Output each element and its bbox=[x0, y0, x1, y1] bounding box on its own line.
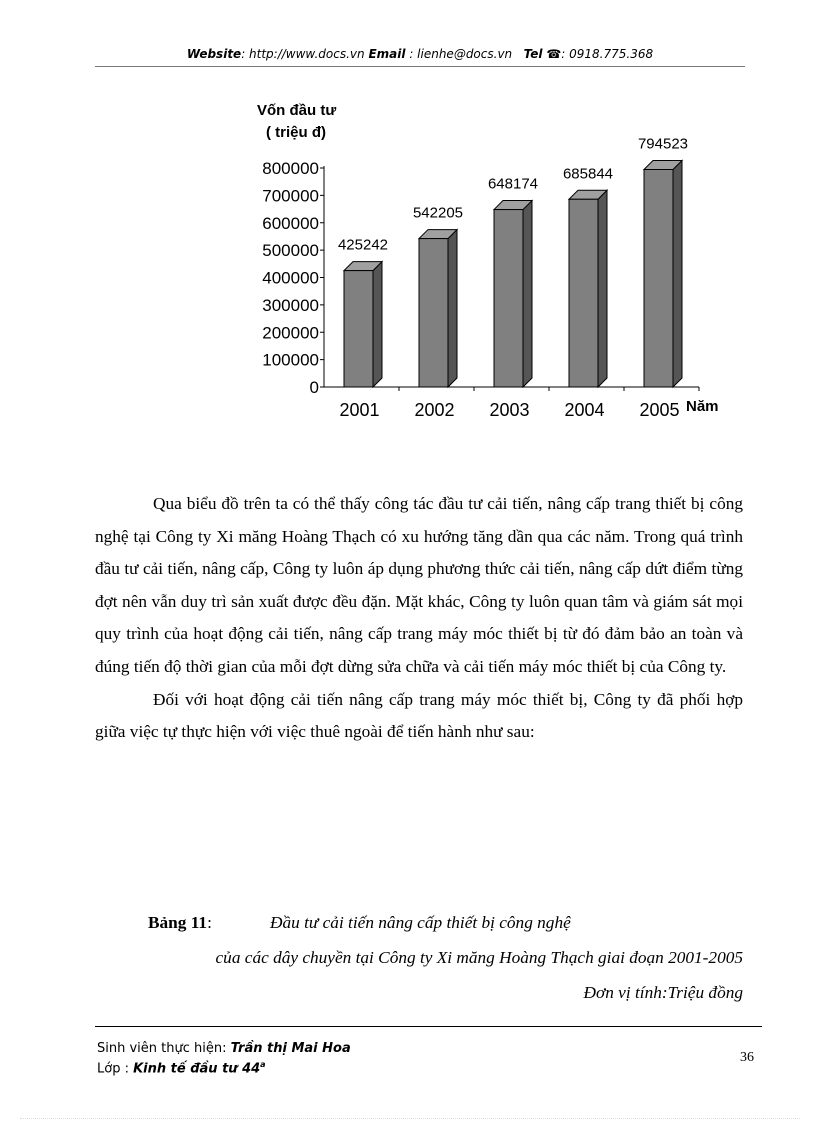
bar-value-label: 542205 bbox=[412, 204, 464, 222]
bar-2005 bbox=[638, 135, 688, 387]
bar-side bbox=[373, 262, 382, 387]
table-caption bbox=[95, 905, 743, 1010]
bar-2003 bbox=[488, 176, 538, 387]
chart-title: Vốn đầu tư bbox=[257, 102, 337, 119]
chart-y-ticks bbox=[262, 159, 324, 397]
bar-side bbox=[448, 230, 457, 387]
bar-side bbox=[598, 190, 607, 387]
class-line: Lớp : Kinh tế đầu tư 44$^a$ bbox=[97, 1060, 266, 1077]
page-header bbox=[95, 47, 745, 61]
website-value: : http://www.docs.vn bbox=[241, 47, 365, 61]
y-tick-label: 500000 bbox=[262, 241, 319, 261]
chart-x-axis-label: Năm bbox=[686, 398, 719, 415]
y-tick-label: 400000 bbox=[262, 268, 319, 288]
bar-front bbox=[569, 199, 598, 387]
table-unit: Đơn vị tính:Triệu đồng bbox=[583, 983, 743, 1002]
y-tick-label: 0 bbox=[309, 378, 319, 397]
student-name: Trần thị Mai Hoa bbox=[230, 1041, 351, 1056]
paragraph-2: Đối với hoạt động cải tiến nâng cấp trang máy móc thiết bị, Công ty đã phối hợp giữa việc tự thực hiện với việc thuê ngoài để tiến hành như sau: bbox=[95, 689, 743, 742]
bar-side bbox=[523, 201, 532, 387]
bar-2002 bbox=[413, 205, 463, 387]
bar-side bbox=[673, 160, 682, 387]
page-footer bbox=[97, 1041, 351, 1077]
bar-front bbox=[419, 239, 448, 387]
y-tick-label: 100000 bbox=[262, 350, 319, 370]
y-tick-label: 200000 bbox=[262, 323, 319, 343]
x-tick-label: 2005 bbox=[639, 400, 680, 420]
chart-y-axis-label: ( triệu đ) bbox=[266, 124, 326, 141]
x-tick-label: 2002 bbox=[414, 400, 455, 420]
chart-bars bbox=[338, 135, 688, 387]
website-label: Website bbox=[186, 47, 242, 61]
bar-2001 bbox=[338, 237, 388, 387]
class-suffix: a bbox=[260, 1060, 266, 1069]
investment-bar-chart bbox=[240, 95, 740, 425]
class-name: Kinh tế đầu tư 44 bbox=[133, 1061, 261, 1077]
bar-value-label: 685844 bbox=[562, 165, 614, 183]
page-edge-dots bbox=[20, 1118, 800, 1119]
x-tick-label: 2003 bbox=[489, 400, 530, 420]
y-tick-label: 600000 bbox=[262, 213, 319, 233]
page-number: 36 bbox=[740, 1050, 754, 1065]
x-tick-label: 2001 bbox=[339, 400, 380, 420]
bar-front bbox=[644, 169, 673, 387]
bar-value-label: 794523 bbox=[637, 135, 689, 153]
table-title-line2: của các dây chuyền tại Công ty Xi măng Hoàng Thạch giai đoạn 2001-2005 bbox=[215, 948, 743, 967]
email-value: : lienhe@docs.vn bbox=[405, 47, 513, 61]
body-text bbox=[95, 488, 743, 749]
y-tick-label: 300000 bbox=[262, 295, 319, 315]
tel-value: : 0918.775.368 bbox=[561, 47, 654, 61]
table-title-line1: Đầu tư cải tiến nâng cấp thiết bị công nghệ bbox=[270, 913, 571, 932]
table-label: Bảng 11: bbox=[148, 913, 212, 932]
x-tick-label: 2004 bbox=[564, 400, 605, 420]
y-tick-label: 800000 bbox=[262, 159, 319, 178]
y-tick-label: 700000 bbox=[262, 186, 319, 206]
phone-icon: ☎ bbox=[546, 47, 562, 61]
paragraph-1: Qua biểu đồ trên ta có thể thấy công tác đầu tư cải tiến, nâng cấp trang thiết bị công nghệ tại Công ty Xi măng Hoàng Thạch có xu hướng tăng dần qua các năm. Trong quá trình đầu tư cải tiến, nâng cấp, Công ty luôn áp dụng phương thức cải tiến, nâng cấp dứt điểm từng đợt nên vẫn duy trì sản xuất được đều đặn. Mặt khác, Công ty luôn quan tâm và giám sát mọi quy trình của hoạt động cải tiến, nâng cấp trang máy móc thiết bị từ đó đảm bảo an toàn và đúng tiến độ thời gian của mỗi đợt dừng sửa chữa và cải tiến máy móc thiết bị của Công ty. bbox=[95, 494, 743, 676]
student-line: Sinh viên thực hiện: Trần thị Mai Hoa bbox=[97, 1041, 351, 1056]
bar-value-label: 648174 bbox=[487, 175, 539, 193]
bar-front bbox=[494, 210, 523, 387]
chart-x-ticks bbox=[339, 387, 699, 420]
bar-front bbox=[344, 271, 373, 387]
header-divider bbox=[95, 66, 745, 67]
email-label: Email bbox=[368, 47, 406, 61]
footer-divider bbox=[95, 1026, 762, 1027]
tel-label: Tel bbox=[523, 47, 543, 61]
bar-value-label: 425242 bbox=[337, 236, 389, 254]
bar-2004 bbox=[563, 165, 613, 387]
